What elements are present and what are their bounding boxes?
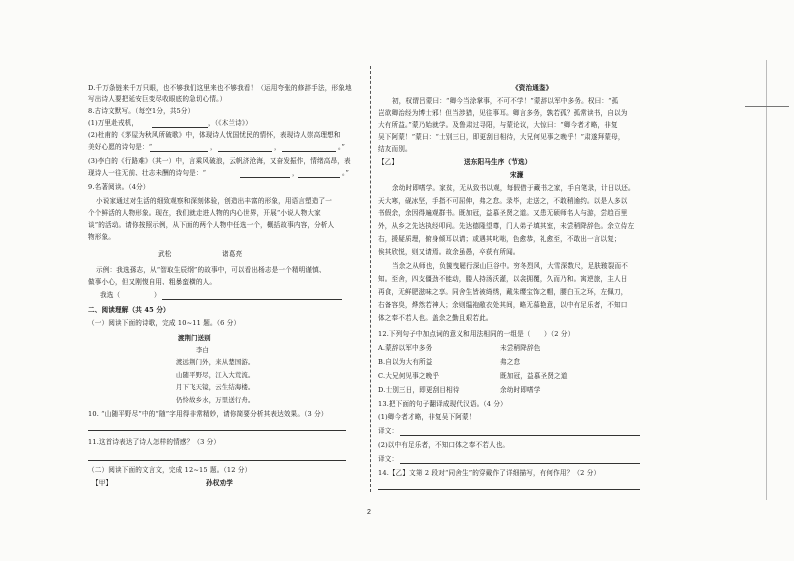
blank-3[interactable] xyxy=(150,151,208,152)
left-line-12: 现诗人一往无前、壮志未酬的诗句是：“ xyxy=(88,169,207,177)
answer-line-10[interactable] xyxy=(88,430,346,431)
right-line-17: 知。至舍，四支僵劲不能动，媵人持汤沃灌，以衾拥覆，久而乃和。寓逆旅，主人日 xyxy=(378,275,628,283)
left-line-9: ， xyxy=(274,143,281,151)
left-line-23: 做事小心，但又刚愎自用、粗暴蛮横的人。 xyxy=(88,278,217,286)
blank-1[interactable] xyxy=(152,127,208,128)
poem-author: 李白 xyxy=(196,346,210,354)
right-margin-line xyxy=(766,60,767,500)
right-line-18: 再食，无鲜肥滋味之享。同舍生皆被绮绣，戴朱缨宝饰之帽，腰白玉之环，左佩刀， xyxy=(378,288,628,296)
option-d-right: 余幼时即嗜学 xyxy=(500,386,541,394)
page-number: 2 xyxy=(367,509,371,516)
poem-line-4: 仍怜故乡水，万里送行舟。 xyxy=(176,396,255,404)
left-line-27: （一）阅读下面的诗歌，完成 10~11 题。（6 分） xyxy=(88,319,241,327)
left-line-18: 谈”的活动。请你按照示例，从下面的两个人物中任选一个，概括故事内容，分析人 xyxy=(88,221,335,229)
section-reading-heading: 二、阅读理解（共 45 分） xyxy=(88,306,170,314)
left-line-16: 小说家通过对生活的细致观察和深刻体验，创造出丰富的形象，用语言塑造了一 xyxy=(96,197,333,205)
left-line-5: ，（《木兰诗》） xyxy=(208,119,253,127)
right-line-15: 俟其欣悦，则又请焉。故余虽愚，卒获有所闻。 xyxy=(378,248,520,256)
left-line-14: 。” xyxy=(342,169,349,177)
right-line-11: 天大寒，砚冰坚，手指不可屈伸，弗之怠。录毕，走送之，不敢稍逾约。以是人多以 xyxy=(378,197,628,205)
translation-line-1[interactable] xyxy=(400,435,640,436)
answer-line-11[interactable] xyxy=(88,460,346,461)
question-12: 12.下列句子中加点词的意义和用法相同的一组是（ ）（2 分） xyxy=(378,330,575,338)
poem-line-3: 月下飞天镜，云生结海楼。 xyxy=(176,383,255,391)
left-line-22: 示例：我选孫志，从“智取生辰纲”的故事中，可以看出杨志是一个精明谨慎、 xyxy=(96,266,326,274)
right-line-14: 右，援疑质理，俯身倾耳以请；或遇其叱咄，色愈恭，礼愈至，不敢出一言以复； xyxy=(378,235,621,243)
q13-sentence-2: (2)以中有足乐者，不知口体之奉不若人也。 xyxy=(378,441,510,449)
left-line-17: 个个鲜活的人物形象。现在，我们就走进人物的内心世界，开展“小说人物大家 xyxy=(88,209,321,217)
character-wusong: 武松 xyxy=(158,250,172,258)
right-line-13: 外，从乡之先达执经叩问。先达德隆望尊，门人弟子填其室，未尝稍降辞色。余立侍左 xyxy=(378,222,635,230)
right-line-10: 余幼时即嗜学。家贫，无从致书以观，每假借于藏书之家，手自笔录，计日以还。 xyxy=(392,184,635,192)
right-line-4: 大有所益。”蒙乃始就学。及鲁肃过寻阳，与蒙论议，大惊曰：“卿今者才略，非复 xyxy=(378,121,618,129)
poem-title: 渡荆门送别 xyxy=(178,334,211,342)
question-11: 11.这首诗表达了诗人怎样的情感？（3 分） xyxy=(88,438,221,446)
question-10: 10. “山随平野尽”中的“随”字用得非常精妙，请你简要分析其表达效果。（3 分） xyxy=(88,410,328,418)
right-line-12: 书假余，余因得遍观群书。既加冠，益慕圣贤之道。又患无硕师名人与游，尝趋百里 xyxy=(378,209,628,217)
option-b-left[interactable]: B.自以为大有所益 xyxy=(378,358,433,366)
right-line-16: 当余之从师也，负箧曳屣行深山巨谷中。穷冬烈风，大雪深数尺，足肤皲裂而不 xyxy=(392,262,629,270)
yi-author: 宋濂 xyxy=(510,171,524,179)
q13-sentence-1: (1)卿今者才略，非复吴下阿蒙！ xyxy=(378,413,476,421)
question-14: 14.【乙】文第 2 段对“同舍生”的穿戴作了详细描写，有何作用？（2 分） xyxy=(378,469,601,477)
right-line-5: 吴下阿蒙！”蒙曰：“士别三日，即更刮目相待，大兄何见事之晚乎！”肃遂拜蒙母， xyxy=(378,133,625,141)
left-line-4: (1)万里赴戎机， xyxy=(88,119,139,127)
yi-label: 【乙】 xyxy=(378,158,399,166)
yi-title: 送东阳马生序（节选） xyxy=(464,158,532,166)
left-line-24: 我选（ xyxy=(100,291,121,299)
answer-line-14[interactable] xyxy=(378,489,640,490)
jia-label: 【甲】 xyxy=(92,479,113,487)
left-line-7: 美好心愿的诗句是：“ xyxy=(88,143,153,151)
center-binding-line xyxy=(370,66,371,492)
right-line-3: 岂欲卿治经为博士邪！但当涉猎，见往事耳。卿言多务，孰若孤？孤常读书，自以为 xyxy=(378,109,628,117)
blank-5[interactable] xyxy=(282,151,336,152)
left-line-6: (2)杜甫的《茅屋为秋风所破歌》中，体现诗人忧国忧民的情怀，表现诗人崇高理想和 xyxy=(88,131,341,139)
left-line-25: ） xyxy=(154,291,161,299)
left-line-10: 。” xyxy=(338,143,345,151)
translation-line-2[interactable] xyxy=(400,463,640,464)
option-b-right: 弗之怠 xyxy=(500,358,521,366)
right-line-2: 初，权谓吕蒙曰：“卿今当涂掌事，不可不学！”蒙辞以军中多务。权曰：“孤 xyxy=(392,97,619,105)
option-d-left[interactable]: D.士别三日，即更刮目相待 xyxy=(378,386,460,394)
blank-6[interactable] xyxy=(240,177,290,178)
poem-line-2: 山随平野尽，江入大荒流。 xyxy=(176,371,255,379)
q13-translation-label-1: 译文： xyxy=(378,427,399,435)
left-line-13: ， xyxy=(292,169,299,177)
left-line-19: 物形象。 xyxy=(88,233,115,241)
right-line-20: 体之奉不若人也。盖余之勤且艰若此。 xyxy=(378,314,493,322)
left-line-11: (3)李白的《行路难》（其一）中，言乘风破浪，云帆济沧海，又奋发振作，情绪高昂，表 xyxy=(88,157,351,165)
poem-line-1: 渡远荆门外，来从楚国游。 xyxy=(176,358,255,366)
option-a-left[interactable]: A.蒙辞以军中多务 xyxy=(378,344,433,352)
right-line-19: 右备容臭，烨然若神人；余则缊袍敝衣处其间，略无慕艳意，以中有足乐者，不知口 xyxy=(378,301,628,309)
q13-translation-label-2: 译文： xyxy=(378,455,399,463)
question-13: 13.把下面的句子翻译成现代汉语。（4 分） xyxy=(378,400,507,408)
blank-4[interactable] xyxy=(218,151,272,152)
option-c-left[interactable]: C.大兄何见事之晚乎 xyxy=(378,372,440,380)
source-title: 《资治通鉴》 xyxy=(512,84,553,92)
left-line-1: D.千万条链来千万只眼，也不够我们这里来也不够我看！（运用夸张的修辞手法，形象地 xyxy=(88,84,352,92)
option-c-right: 既加冠，益慕圣贤之道 xyxy=(500,372,568,380)
option-a-right: 未尝稍降辞色 xyxy=(500,344,541,352)
right-line-6: 结友而别。 xyxy=(378,145,412,153)
left-line-15: 9.名著阅读。（4分） xyxy=(88,183,150,191)
left-line-8: ， xyxy=(210,143,217,151)
left-line-2: 写出诗人要把延安巨变尽收眼底的急切心情。） xyxy=(88,95,227,103)
answer-line-9[interactable] xyxy=(162,299,342,300)
jia-title: 孙权劝学 xyxy=(206,479,233,487)
left-line-36: （二）阅读下面的文言文，完成 12~15 题。（12 分） xyxy=(88,466,252,474)
left-line-3: 8.古诗文默写。（每空1分，共5分） xyxy=(88,107,195,115)
blank-7[interactable] xyxy=(298,177,340,178)
character-zhugeliang: 诸葛亮 xyxy=(222,250,243,258)
right-edge-mark xyxy=(745,106,789,107)
